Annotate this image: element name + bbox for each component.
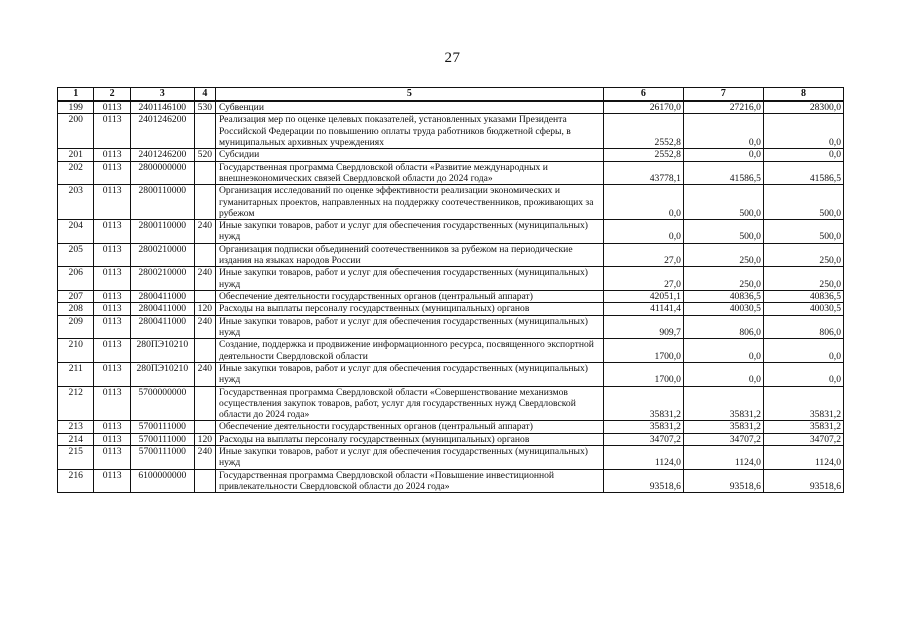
expense-type-cell: 120 [194, 433, 215, 445]
item-name-cell: Обеспечение деятельности государственных органов (центральный аппарат) [215, 421, 603, 433]
expense-type-cell: 240 [194, 220, 215, 244]
section-code-cell: 0113 [94, 446, 130, 470]
section-code-cell: 0113 [94, 362, 130, 386]
column-header: 6 [603, 88, 683, 102]
amount-col6-cell: 1124,0 [603, 446, 683, 470]
amount-col6-cell: 26170,0 [603, 101, 683, 114]
table-header-row [58, 88, 844, 102]
target-article-cell: 6100000000 [130, 469, 194, 493]
item-name-cell: Субвенции [215, 101, 603, 114]
item-name-cell: Государственная программа Свердловской области «Совершенствование механизмов осуществления закупок товаров, работ, услуг для государственных нужд Свердловской области до 2024 года» [215, 386, 603, 421]
row-number-cell: 209 [58, 315, 94, 339]
item-name-cell: Организация подписки объединений соотечественников за рубежом на периодические издания на языках народов России [215, 243, 603, 267]
row-number-cell: 215 [58, 446, 94, 470]
amount-col7-cell: 0,0 [683, 114, 763, 149]
table-row [58, 149, 844, 161]
section-code-cell: 0113 [94, 469, 130, 493]
table-row [58, 220, 844, 244]
amount-col7-cell: 93518,6 [683, 469, 763, 493]
amount-col6-cell: 2552,8 [603, 149, 683, 161]
section-code-cell: 0113 [94, 267, 130, 291]
amount-col6-cell: 27,0 [603, 267, 683, 291]
column-header: 4 [194, 88, 215, 102]
expense-type-cell [194, 386, 215, 421]
row-number-cell: 201 [58, 149, 94, 161]
amount-col8-cell: 34707,2 [763, 433, 843, 445]
row-number-cell: 211 [58, 362, 94, 386]
table-row [58, 446, 844, 470]
section-code-cell: 0113 [94, 303, 130, 315]
amount-col8-cell: 28300,0 [763, 101, 843, 114]
amount-col6-cell: 35831,2 [603, 421, 683, 433]
amount-col8-cell: 250,0 [763, 243, 843, 267]
section-code-cell: 0113 [94, 386, 130, 421]
section-code-cell: 0113 [94, 291, 130, 303]
amount-col8-cell: 35831,2 [763, 386, 843, 421]
amount-col7-cell: 35831,2 [683, 386, 763, 421]
amount-col7-cell: 250,0 [683, 243, 763, 267]
amount-col6-cell: 0,0 [603, 185, 683, 220]
section-code-cell: 0113 [94, 101, 130, 114]
column-header: 1 [58, 88, 94, 102]
item-name-cell: Иные закупки товаров, работ и услуг для обеспечения государственных (муниципальных) нужд [215, 362, 603, 386]
table-row [58, 114, 844, 149]
amount-col7-cell: 500,0 [683, 220, 763, 244]
amount-col8-cell: 40030,5 [763, 303, 843, 315]
row-number-cell: 213 [58, 421, 94, 433]
item-name-cell: Государственная программа Свердловской области «Развитие международных и внешнеэкономических связей Свердловской области до 2024 года» [215, 161, 603, 185]
table-row [58, 101, 844, 114]
amount-col7-cell: 0,0 [683, 362, 763, 386]
amount-col7-cell: 1124,0 [683, 446, 763, 470]
column-header: 5 [215, 88, 603, 102]
amount-col6-cell: 0,0 [603, 220, 683, 244]
amount-col7-cell: 0,0 [683, 149, 763, 161]
target-article-cell: 2800411000 [130, 291, 194, 303]
expense-type-cell [194, 114, 215, 149]
table-row [58, 421, 844, 433]
item-name-cell: Субсидии [215, 149, 603, 161]
row-number-cell: 202 [58, 161, 94, 185]
row-number-cell: 205 [58, 243, 94, 267]
row-number-cell: 216 [58, 469, 94, 493]
amount-col6-cell: 2552,8 [603, 114, 683, 149]
amount-col7-cell: 41586,5 [683, 161, 763, 185]
target-article-cell: 5700111000 [130, 433, 194, 445]
expense-type-cell [194, 421, 215, 433]
item-name-cell: Реализация мер по оценке целевых показателей, установленных указами Президента Российской Федерации по повышению оплаты труда работников бюджетной сферы, в муниципальных архивных учреждениях [215, 114, 603, 149]
target-article-cell: 280ПЭ10210 [130, 339, 194, 363]
amount-col7-cell: 0,0 [683, 339, 763, 363]
target-article-cell: 2800210000 [130, 267, 194, 291]
amount-col7-cell: 34707,2 [683, 433, 763, 445]
row-number-cell: 204 [58, 220, 94, 244]
item-name-cell: Расходы на выплаты персоналу государственных (муниципальных) органов [215, 303, 603, 315]
table-row [58, 185, 844, 220]
budget-table [57, 87, 844, 493]
expense-type-cell [194, 469, 215, 493]
expense-type-cell: 240 [194, 446, 215, 470]
target-article-cell: 2800411000 [130, 315, 194, 339]
amount-col6-cell: 35831,2 [603, 386, 683, 421]
item-name-cell: Иные закупки товаров, работ и услуг для обеспечения государственных (муниципальных) нужд [215, 267, 603, 291]
amount-col8-cell: 35831,2 [763, 421, 843, 433]
target-article-cell: 2800210000 [130, 243, 194, 267]
row-number-cell: 203 [58, 185, 94, 220]
section-code-cell: 0113 [94, 220, 130, 244]
page-number: 27 [444, 50, 461, 66]
expense-type-cell: 520 [194, 149, 215, 161]
amount-col6-cell: 1700,0 [603, 362, 683, 386]
row-number-cell: 200 [58, 114, 94, 149]
section-code-cell: 0113 [94, 114, 130, 149]
target-article-cell: 2401246200 [130, 149, 194, 161]
amount-col6-cell: 1700,0 [603, 339, 683, 363]
table-row [58, 469, 844, 493]
section-code-cell: 0113 [94, 149, 130, 161]
amount-col8-cell: 0,0 [763, 114, 843, 149]
amount-col8-cell: 0,0 [763, 149, 843, 161]
target-article-cell: 2800110000 [130, 220, 194, 244]
table-row [58, 161, 844, 185]
amount-col7-cell: 27216,0 [683, 101, 763, 114]
item-name-cell: Иные закупки товаров, работ и услуг для обеспечения государственных (муниципальных) нужд [215, 446, 603, 470]
expense-type-cell [194, 243, 215, 267]
section-code-cell: 0113 [94, 161, 130, 185]
row-number-cell: 207 [58, 291, 94, 303]
row-number-cell: 199 [58, 101, 94, 114]
table-row [58, 315, 844, 339]
expense-type-cell [194, 291, 215, 303]
amount-col6-cell: 41141,4 [603, 303, 683, 315]
row-number-cell: 210 [58, 339, 94, 363]
item-name-cell: Создание, поддержка и продвижение информационного ресурса, посвященного экспортной деятельности Свердловской области [215, 339, 603, 363]
column-header: 7 [683, 88, 763, 102]
target-article-cell: 2401146100 [130, 101, 194, 114]
row-number-cell: 214 [58, 433, 94, 445]
table-row [58, 362, 844, 386]
row-number-cell: 208 [58, 303, 94, 315]
amount-col7-cell: 40030,5 [683, 303, 763, 315]
amount-col8-cell: 250,0 [763, 267, 843, 291]
table-row [58, 267, 844, 291]
target-article-cell: 5700111000 [130, 446, 194, 470]
amount-col8-cell: 0,0 [763, 339, 843, 363]
amount-col6-cell: 42051,1 [603, 291, 683, 303]
amount-col8-cell: 806,0 [763, 315, 843, 339]
column-header: 8 [763, 88, 843, 102]
item-name-cell: Обеспечение деятельности государственных органов (центральный аппарат) [215, 291, 603, 303]
target-article-cell: 280ПЭ10210 [130, 362, 194, 386]
amount-col8-cell: 0,0 [763, 362, 843, 386]
amount-col6-cell: 27,0 [603, 243, 683, 267]
target-article-cell: 5700000000 [130, 386, 194, 421]
section-code-cell: 0113 [94, 315, 130, 339]
section-code-cell: 0113 [94, 185, 130, 220]
amount-col6-cell: 34707,2 [603, 433, 683, 445]
section-code-cell: 0113 [94, 339, 130, 363]
expense-type-cell: 240 [194, 267, 215, 291]
item-name-cell: Иные закупки товаров, работ и услуг для обеспечения государственных (муниципальных) нужд [215, 315, 603, 339]
row-number-cell: 206 [58, 267, 94, 291]
section-code-cell: 0113 [94, 243, 130, 267]
table-row [58, 339, 844, 363]
expense-type-cell: 240 [194, 315, 215, 339]
table-row [58, 243, 844, 267]
target-article-cell: 2401246200 [130, 114, 194, 149]
amount-col8-cell: 1124,0 [763, 446, 843, 470]
column-header: 3 [130, 88, 194, 102]
item-name-cell: Государственная программа Свердловской области «Повышение инвестиционной привлекательности Свердловской области до 2024 года» [215, 469, 603, 493]
amount-col8-cell: 40836,5 [763, 291, 843, 303]
amount-col7-cell: 35831,2 [683, 421, 763, 433]
item-name-cell: Расходы на выплаты персоналу государственных (муниципальных) органов [215, 433, 603, 445]
table-row [58, 433, 844, 445]
target-article-cell: 2800000000 [130, 161, 194, 185]
expense-type-cell [194, 339, 215, 363]
amount-col8-cell: 500,0 [763, 220, 843, 244]
target-article-cell: 2800411000 [130, 303, 194, 315]
table-body [58, 101, 844, 493]
target-article-cell: 2800110000 [130, 185, 194, 220]
table-row [58, 291, 844, 303]
row-number-cell: 212 [58, 386, 94, 421]
table-row [58, 303, 844, 315]
section-code-cell: 0113 [94, 421, 130, 433]
amount-col7-cell: 40836,5 [683, 291, 763, 303]
amount-col6-cell: 43778,1 [603, 161, 683, 185]
expense-type-cell: 530 [194, 101, 215, 114]
amount-col7-cell: 500,0 [683, 185, 763, 220]
column-header: 2 [94, 88, 130, 102]
amount-col8-cell: 41586,5 [763, 161, 843, 185]
item-name-cell: Организация исследований по оценке эффективности реализации экономических и гуманитарных проектов, направленных на поддержку соотечественников, проживающих за рубежом [215, 185, 603, 220]
amount-col8-cell: 93518,6 [763, 469, 843, 493]
amount-col8-cell: 500,0 [763, 185, 843, 220]
item-name-cell: Иные закупки товаров, работ и услуг для обеспечения государственных (муниципальных) нужд [215, 220, 603, 244]
amount-col7-cell: 806,0 [683, 315, 763, 339]
expense-type-cell [194, 161, 215, 185]
table-row [58, 386, 844, 421]
amount-col6-cell: 93518,6 [603, 469, 683, 493]
target-article-cell: 5700111000 [130, 421, 194, 433]
expense-type-cell: 240 [194, 362, 215, 386]
amount-col6-cell: 909,7 [603, 315, 683, 339]
amount-col7-cell: 250,0 [683, 267, 763, 291]
expense-type-cell [194, 185, 215, 220]
expense-type-cell: 120 [194, 303, 215, 315]
section-code-cell: 0113 [94, 433, 130, 445]
